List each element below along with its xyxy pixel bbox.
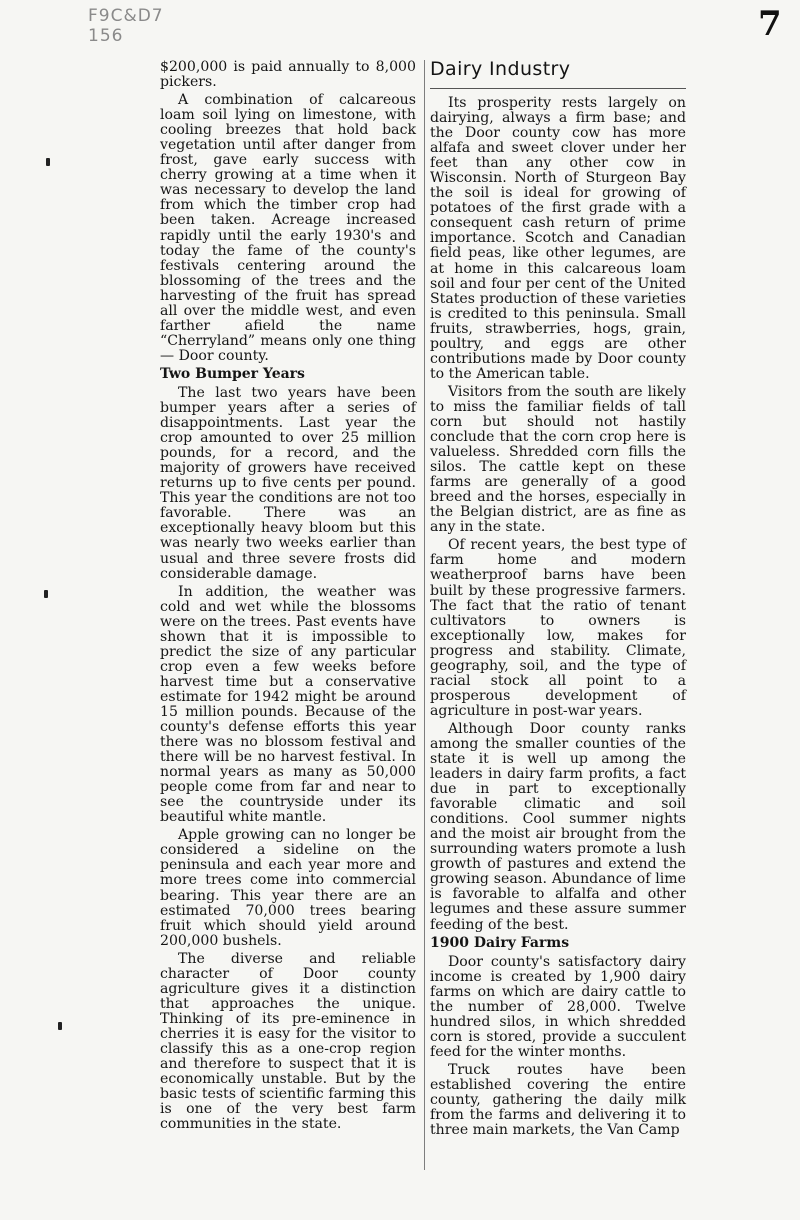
- paragraph: Truck routes have been established covering the entire county, gathering the daily milk from the farms and delivering it to three main markets, the Van Camp: [430, 1061, 686, 1139]
- paragraph: Its prosperity rests largely on dairying, always a firm base; and the Door county cow has more alfafa and sweet clover under her feet than any other cow in Wisconsin. North of Sturgeon Bay the soil is ideal for growing of potatoes of the first grade with a consequent cash return of prime importance. Scotch and Canadian field peas, like other legumes, are at home in this calcareous loam soil and four per cent of the United States production of these varieties is credited to this peninsula. Small fruits, strawberries, hogs, grain, poultry, and eggs are other contributions made by Door county to the American table.: [430, 95, 686, 382]
- left-column: [160, 60, 416, 1135]
- section-heading-dairy-industry: Dairy Industry: [430, 58, 571, 80]
- page-number: 7: [758, 4, 782, 44]
- paragraph: The last two years have been bumper years after a series of disappointments. Last year the crop amounted to over 25 million pounds, for a record, and the majority of growers have received returns up to five cents per pound. This year the conditions are not too favorable. There was an exceptionally heavy bloom but this was nearly two weeks earlier than usual and three severe frosts did considerable damage.: [160, 384, 416, 582]
- paragraph: Of recent years, the best type of farm home and modern weatherproof barns have been built by these progressive farmers. The fact that the ratio of tenant cultivators to owners is exceptionally low, makes for progress and stability. Climate, geography, soil, and the type of racial stock all point to a prosperous development of agriculture in post-war years.: [430, 537, 686, 719]
- subheading-1900-dairy-farms: 1900 Dairy Farms: [430, 934, 570, 951]
- paragraph: Although Door county ranks among the smaller counties of the state it is well up among the leaders in dairy farm profits, a fact due in part to exceptionally favorable climatic and soil conditions. Cool summer nights and the moist air brought from the surrounding waters promote a lush growth of pastures and extend the growing season. Abundance of lime is favorable to alfalfa and other legumes and these assure summer feeding of the best.: [430, 720, 686, 933]
- margin-mark: [44, 590, 48, 598]
- heading-rule: [430, 88, 686, 89]
- paragraph: In addition, the weather was cold and wet while the blossoms were on the trees. Past events have shown that it is impossible to predict the size of any particular crop even a few weeks before harvest time but a conservative estimate for 1942 might be around 15 million pounds. Because of the county's defense efforts this year there was no blossom festival and there will be no harvest festival. In normal years as many as 50,000 people come from far and near to see the countryside under its beautiful white mantle.: [160, 583, 416, 826]
- margin-mark: [46, 158, 50, 166]
- margin-mark: [58, 1022, 62, 1030]
- right-column: [430, 96, 686, 1141]
- paragraph: $200,000 is paid annually to 8,000 pickers.: [160, 59, 416, 91]
- paragraph: Visitors from the south are likely to miss the familiar fields of tall corn but should not hastily conclude that the corn crop here is valueless. Shredded corn fills the silos. The cattle kept on these farms are generally of a good breed and the horses, especially in the Belgian district, are as fine as any in the state.: [430, 383, 686, 536]
- handwritten-margin-note: F9C&D7 156: [88, 6, 164, 46]
- paragraph: Apple growing can no longer be considered a sideline on the peninsula and each year more and more trees come into commercial bearing. This year there are an estimated 70,000 trees bearing fruit which should yield around 200,000 bushels.: [160, 827, 416, 949]
- paragraph: A combination of calcareous loam soil lying on limestone, with cooling breezes that hold back vegetation until after danger from frost, gave early success with cherry growing at a time when it was necessary to develop the land from which the timber crop had been taken. Acreage increased rapidly until the early 1930's and today the fame of the county's festivals centering around the blossoming of the trees and the harvesting of the fruit has spread all over the middle west, and even farther afield the name “Cherryland” means only one thing — Door county.: [160, 92, 416, 364]
- paragraph: The diverse and reliable character of Door county agriculture gives it a distinction that approaches the unique. Thinking of its pre-eminence in cherries it is easy for the visitor to classify this as a one-crop region and therefore to suspect that it is economically unstable. But by the basic tests of scientific farming this is one of the very best farm communities in the state.: [160, 950, 416, 1133]
- column-divider: [424, 60, 425, 1170]
- subheading-two-bumper-years: Two Bumper Years: [160, 365, 305, 382]
- paragraph: Door county's satisfactory dairy income is created by 1,900 dairy farms on which are dairy cattle to the number of 28,000. Twelve hundred silos, in which shredded corn is stored, provide a succulent feed for the winter months.: [430, 953, 686, 1060]
